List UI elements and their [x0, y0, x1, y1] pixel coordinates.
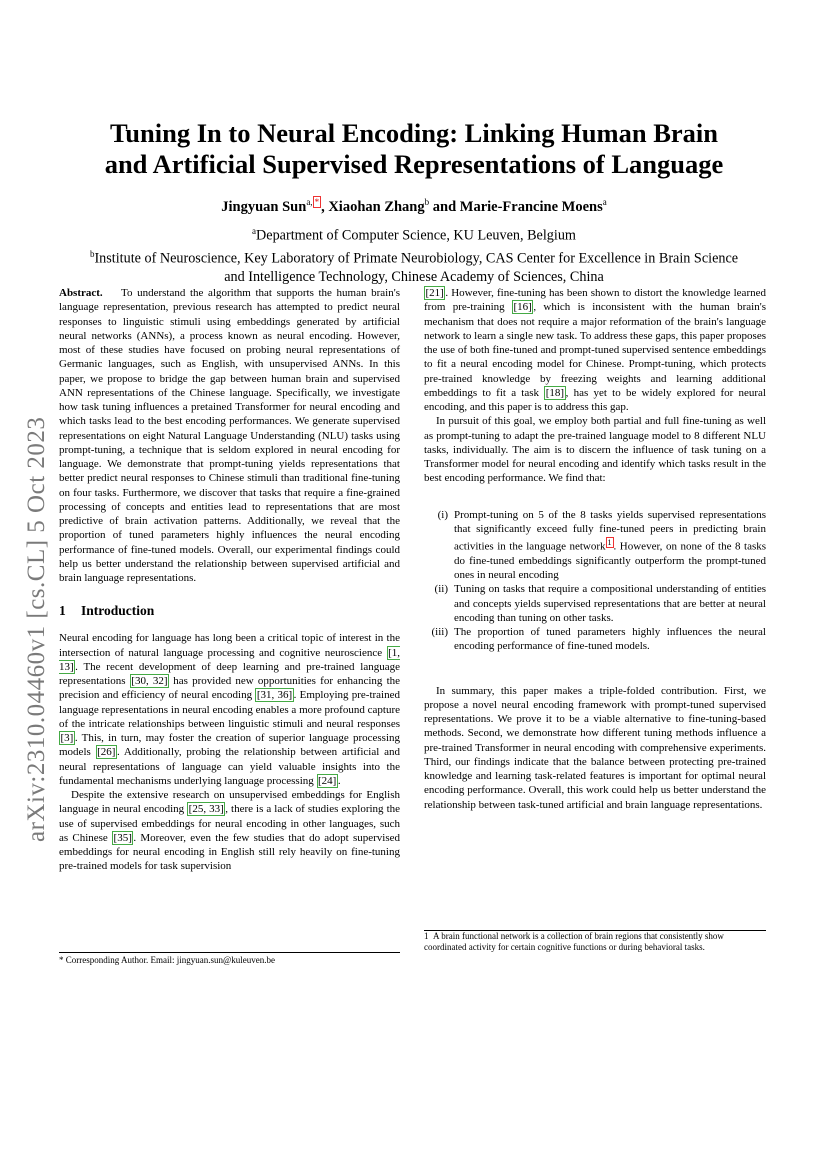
text-run: , there is a lack of studies exploring the use of supervised embeddings for neural encoding in other languages, such as Chinese [59, 803, 401, 844]
text-run: . This, in turn, may foster the creation of superior language processing models [59, 732, 400, 759]
findings-list [424, 508, 766, 654]
affiliation-a [60, 222, 768, 245]
text-run: . Employing pre-trained language representations in neural encoding enables a more profound capture of the intricate relationships between linguistic stimuli and neural responses [59, 689, 400, 730]
citation-link[interactable]: [21] [425, 287, 444, 299]
intro-paragraph-4: In summary, this paper makes a triple-folded contribution. First, we propose a novel neural encoding framework with prompt-tuned supervised representations. We prove it to be a viable alternative to fine-tuning-based methods. Second, we demonstrate how different tuning methods influence a pre-trained Transformer in neural encoding with comprehensive experiments. Third, our findings indicate that the balance between protecting pre-trained knowledge and learning task-related features is important for optimal neural encoding performance. Overall, this work could help us better understand the relationship between task-tuned artificial and brain language representations. [424, 684, 766, 811]
citation-link[interactable]: [16] [513, 301, 532, 314]
author-separator: and [429, 198, 460, 215]
text-run: has provided new opportunities for enhancing the precision and efficiency of neural encoding [59, 675, 401, 702]
affiliations [60, 222, 768, 287]
footnote-1 [424, 931, 766, 953]
intro-paragraph-2-part-2 [424, 286, 766, 414]
paper-title [60, 118, 768, 180]
title-line-2: and Artificial Supervised Representations of Language [104, 149, 724, 179]
finding-item [424, 508, 766, 583]
author-3: Marie-Francine Moens [459, 198, 603, 215]
citation-link[interactable]: [30, 32] [131, 675, 168, 687]
intro-paragraph-2-part-1 [59, 788, 400, 874]
citation-link[interactable]: [26] [97, 746, 116, 759]
affiliation-b-mark: b [89, 249, 95, 260]
intro-paragraph-1 [59, 631, 400, 788]
citation-link[interactable]: [1, 13] [59, 646, 400, 673]
section-heading-introduction [59, 603, 400, 619]
finding-label: (ii) [434, 583, 448, 596]
text-run: . [337, 774, 341, 787]
finding-item [424, 582, 766, 625]
footnote-mark[interactable]: 1 [607, 538, 612, 547]
corresponding-mark[interactable]: * [314, 197, 320, 207]
text-run: Despite the extensive research on unsupervised embeddings for English language in neural encoding [59, 789, 400, 816]
citation-link[interactable]: [18] [545, 386, 565, 399]
footnote-rule [59, 952, 400, 953]
finding-item [424, 625, 766, 654]
citation-link[interactable]: [3] [60, 732, 74, 744]
finding-text: . However, on none of the 8 tasks do fine-tuned embeddings significantly outperform the prompt-tuned ones in neural encoding [454, 540, 767, 582]
arxiv-identifier: arXiv:2310.04460v1 [cs.CL] 5 Oct 2023 [23, 416, 50, 842]
footnote-1-mark: 1 [424, 931, 429, 941]
finding-text: Tuning on tasks that require a compositional understanding of entities and concepts yields supervised representations that are better at neural encoding than tuning on other tasks. [454, 583, 766, 624]
right-column [424, 286, 766, 812]
text-run: . The recent development of deep learning and pre-trained language representations [59, 660, 400, 687]
text-run: , has yet to be widely explored for neural encoding, and this paper is to address this gap. [424, 386, 766, 413]
finding-text: Prompt-tuning on 5 of the 8 tasks yields supervised representations that significantly exceed fully fine-tuned peers in predicting brain activities in the language network [454, 508, 766, 553]
affiliation-b [60, 245, 768, 268]
title-line-1: Tuning In to Neural Encoding: Linking Human Brain [110, 118, 718, 148]
author-separator: , [321, 198, 329, 215]
section-title: Introduction [81, 603, 155, 619]
left-column [59, 286, 400, 874]
citation-link[interactable]: [35] [113, 831, 132, 844]
section-number: 1 [59, 603, 66, 619]
author-1-affil: a, [306, 197, 313, 207]
text-run: . Additionally, probing the relationship between artificial and neural representations of language can yield valuable insights into the fundamental mechanisms underlying language processing [59, 746, 400, 787]
finding-label: (iii) [431, 626, 448, 639]
intro-paragraph-3: In pursuit of this goal, we employ both partial and full fine-tuning as well as prompt-tuning to adapt the pre-trained language model to 8 different NLU tasks, individually. The aim is to discern the influence of task tuning on a Transformer model for neural encoding and identify which tasks result in the best encoding performance. We find that: [424, 415, 766, 485]
text-run: , which is inconsistent with the human brain's mechanism that does not require a major reformation of the brain's language network to learn a single new task. To address these gaps, this paper proposes the use of both fine-tuned and prompt-tuned supervised sentence embeddings to fit a neural encoding model for Chinese. Prompt-tuning, which protects pre-trained knowledge by freezing weights and learning additional embeddings to fit a task [424, 301, 766, 399]
author-1: Jingyuan Sun [221, 198, 307, 215]
abstract-label: Abstract. [59, 287, 103, 299]
text-run: . However, fine-tuning has been shown to distort the knowledge learned from pre-training [424, 287, 766, 314]
text-run: . Moreover, even the few studies that do adopt supervised embeddings for neural encoding in English still rely heavily on fine-tuning pre-trained models for task supervision [59, 831, 400, 873]
author-3-affil: a [602, 197, 607, 207]
author-2: Xiaohan Zhang [328, 198, 425, 215]
affiliation-b-cont [60, 268, 768, 287]
affiliation-b-text-2: and Intelligence Technology, Chinese Academy of Sciences, China [224, 269, 604, 286]
citation-link[interactable]: [31, 36] [256, 689, 293, 702]
corresponding-footnote: * Corresponding Author. Email: jingyuan.sun@kuleuven.be [59, 955, 276, 965]
citation-link[interactable]: [25, 33] [188, 803, 224, 816]
affiliation-a-mark: a [252, 226, 257, 236]
finding-text: The proportion of tuned parameters highly influences the neural encoding performance of fine-tuned models. [454, 626, 766, 653]
citation-link[interactable]: [24] [318, 774, 337, 787]
author-list [60, 193, 768, 216]
text-run: Neural encoding for language has long been a critical topic of interest in the intersection of natural language processing and cognitive neuroscience [59, 632, 400, 659]
abstract [59, 286, 400, 585]
affiliation-a-text: Department of Computer Science, KU Leuven, Belgium [256, 227, 576, 244]
author-2-affil: b [424, 197, 430, 207]
finding-label: (i) [437, 508, 448, 521]
footnote-1-text: A brain functional network is a collection of brain regions that consistently show coordinated activity for certain cognitive functions or during behavioral tasks. [424, 931, 724, 952]
abstract-text: To understand the algorithm that supports the human brain's language representation, previous research has attempted to predict neural responses to linguistic stimuli using embeddings generated by artificial neural networks (ANNs), a process known as neural encoding. However, most of these studies have focused on probing neural representations of Germanic languages, such as English, with unsupervised ANNs. In this paper, we propose to bridge the gap between human brain and supervised ANN representations of the Chinese language. Specifically, we investigate how task tuning influences a pretained Transformer for neural encoding and which tasks lead to the best encoding performances. We generate supervised representations on eight Natural Language Understanding (NLU) tasks using prompt-tuning, a technique that is seldom explored in neural encoding for language. We demonstrate that prompt-tuning yields representations that better predict neural responses to Chinese stimuli than traditional fine-tuning on four tasks. Furthermore, we discover that tasks that require a fine-grained processing of concepts and entities lead to representations that are most predictive of brain activation patterns. Additionally, we reveal that the proportion of tuned parameters highly influences the neural encoding performance of fine-tuned models. Overall, our experimental findings could help us better understand the relationship between supervised artificial and brain language representations. [59, 287, 400, 584]
affiliation-b-text-1: Institute of Neuroscience, Key Laboratory of Primate Neurobiology, CAS Center for Excellence in Brain Science [94, 250, 739, 267]
